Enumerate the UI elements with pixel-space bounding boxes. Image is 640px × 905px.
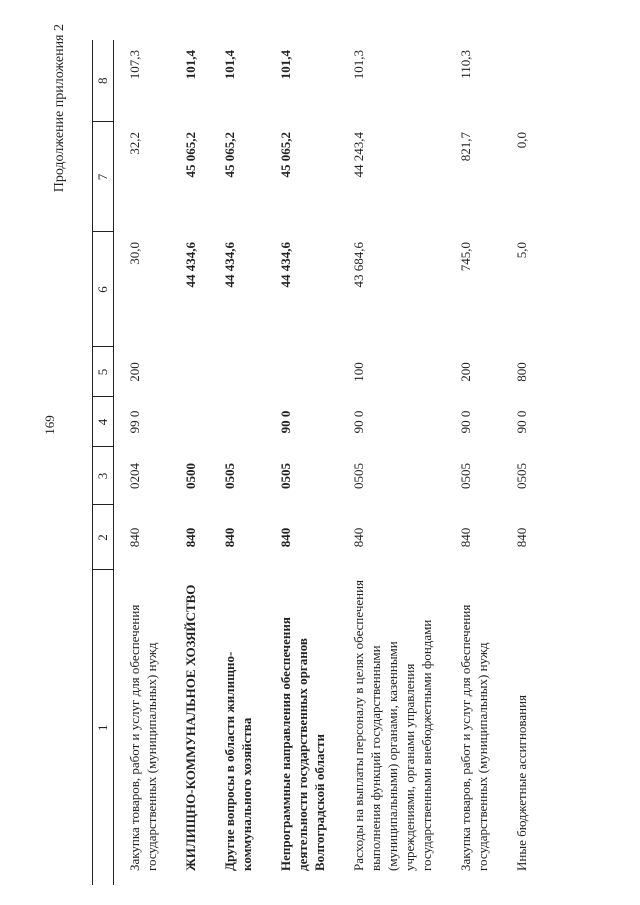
program-code — [170, 397, 209, 447]
percent-executed: 101,4 — [222, 50, 237, 80]
actual-amount: 45 065,2 — [222, 132, 237, 178]
appendix-caption: Продолжение приложения 2 — [52, 24, 67, 193]
planned-amount: 5,0 — [514, 242, 529, 259]
table-row — [338, 40, 445, 885]
section-code: 0505 — [351, 463, 366, 489]
percent-executed: 101,4 — [278, 50, 293, 80]
table-row — [170, 40, 209, 885]
admin-code: 840 — [222, 527, 237, 548]
planned-amount: 43 684,6 — [351, 242, 366, 288]
program-code: 99 0 — [127, 410, 142, 434]
percent-executed: 107,3 — [127, 50, 142, 80]
program-code: 90 0 — [514, 410, 529, 434]
actual-amount: 821,7 — [458, 132, 473, 162]
admin-code: 840 — [127, 527, 142, 548]
column-header-1: 1 — [93, 570, 114, 885]
row-name: Непрограммные направления обеспечения деятельности государственных органов Волгоградской области — [278, 617, 327, 871]
actual-amount: 45 065,2 — [183, 132, 198, 178]
admin-code: 840 — [278, 527, 293, 548]
planned-amount: 44 434,6 — [278, 242, 293, 288]
program-code — [209, 397, 265, 447]
table-row — [114, 40, 171, 885]
table-row — [501, 40, 540, 885]
percent-executed: 110,3 — [458, 50, 473, 79]
expense-type-code — [170, 347, 209, 397]
section-code: 0505 — [278, 463, 293, 489]
actual-amount: 32,2 — [127, 132, 142, 155]
row-name: Закупка товаров, работ и услуг для обеспечения государственных (муниципальных) нужд — [127, 604, 159, 871]
section-code: 0505 — [222, 463, 237, 489]
row-name: Расходы на выплаты персоналу в целях обеспечения выполнения функций государственными (муниципальными) органами, казенными учреждениями, органами управления государственными внебюджетными фондами — [351, 579, 434, 871]
column-header-2: 2 — [93, 505, 114, 570]
expense-type-code: 100 — [351, 362, 366, 382]
planned-amount: 30,0 — [127, 242, 142, 265]
column-header-3: 3 — [93, 447, 114, 505]
admin-code: 840 — [458, 527, 473, 548]
expense-type-code: 800 — [514, 362, 529, 382]
column-header-7: 7 — [93, 122, 114, 232]
table-header-row — [93, 40, 114, 885]
budget-table — [92, 40, 540, 885]
planned-amount: 44 434,6 — [222, 242, 237, 288]
section-code: 0500 — [183, 463, 198, 489]
actual-amount: 45 065,2 — [278, 132, 293, 178]
table-row — [209, 40, 265, 885]
table-row — [265, 40, 338, 885]
row-name: Иные бюджетные ассигнования — [514, 694, 529, 871]
column-header-5: 5 — [93, 347, 114, 397]
expense-type-code — [265, 347, 338, 397]
percent-executed: 101,4 — [183, 50, 198, 80]
page-number: 169 — [42, 415, 57, 435]
program-code: 90 0 — [351, 410, 366, 434]
row-name: ЖИЛИЩНО-КОММУНАЛЬНОЕ ХОЗЯЙСТВО — [183, 584, 198, 871]
column-header-6: 6 — [93, 232, 114, 347]
section-code: 0204 — [127, 463, 142, 489]
admin-code: 840 — [183, 527, 198, 548]
percent-executed — [501, 40, 540, 122]
actual-amount: 0,0 — [514, 132, 529, 149]
expense-type-code — [209, 347, 265, 397]
planned-amount: 745,0 — [458, 242, 473, 272]
expense-type-code: 200 — [458, 362, 473, 382]
row-name: Закупка товаров, работ и услуг для обеспечения государственных (муниципальных) нужд — [458, 604, 490, 871]
column-header-8: 8 — [93, 40, 114, 122]
table-row — [445, 40, 501, 885]
section-code: 0505 — [458, 463, 473, 489]
admin-code: 840 — [351, 527, 366, 548]
program-code: 90 0 — [458, 410, 473, 434]
column-header-4: 4 — [93, 397, 114, 447]
program-code: 90 0 — [278, 410, 293, 434]
admin-code: 840 — [514, 527, 529, 548]
planned-amount: 44 434,6 — [183, 242, 198, 288]
row-name: Другие вопросы в области жилищно-коммунального хозяйства — [222, 651, 254, 871]
percent-executed: 101,3 — [351, 50, 366, 80]
expense-type-code: 200 — [127, 362, 142, 382]
actual-amount: 44 243,4 — [351, 132, 366, 178]
section-code: 0505 — [514, 463, 529, 489]
